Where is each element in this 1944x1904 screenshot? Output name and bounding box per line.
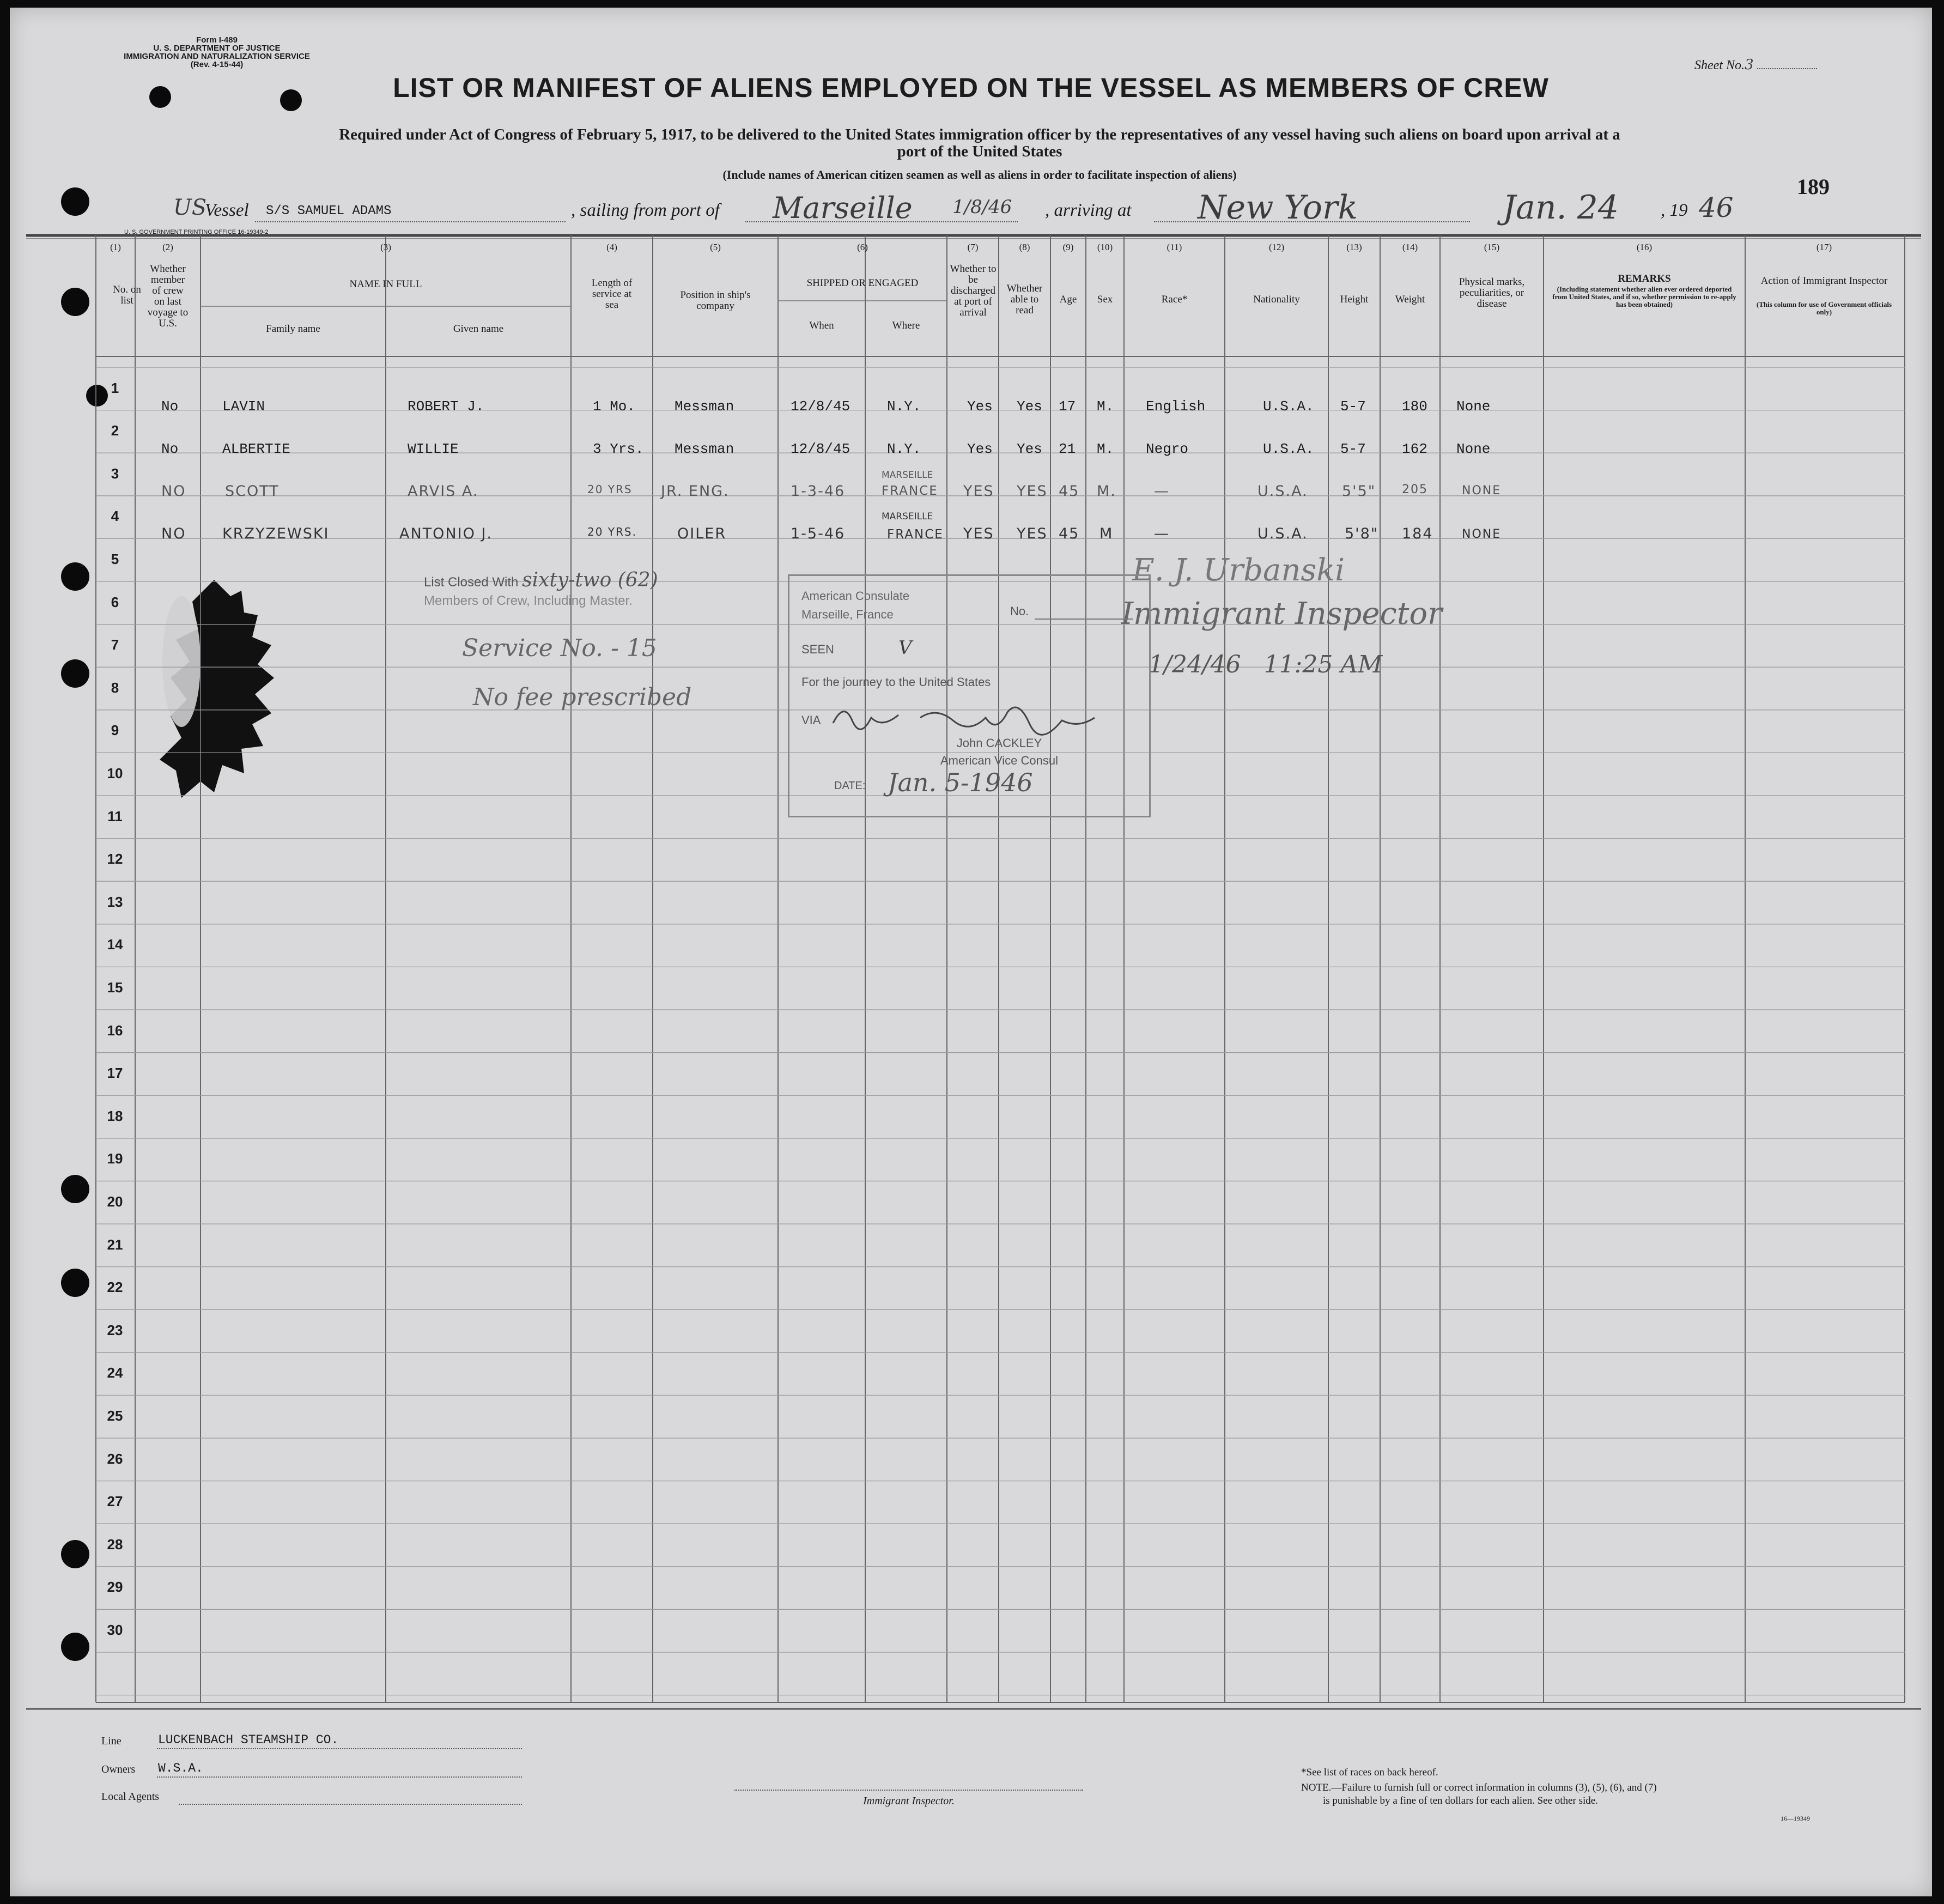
revision: (Rev. 4-15-44) [190, 60, 244, 69]
cell-marks: None [1456, 441, 1491, 457]
col-num-8: (8) [1019, 242, 1030, 252]
include-note: (Include names of American citizen seamen as well as aliens in order to facilitate inspection of aliens) [722, 168, 1237, 181]
arrival-date: Jan. 24 [1503, 189, 1619, 227]
col-header-read: Whether able to read [1006, 283, 1043, 316]
cell-age: 45 [1059, 483, 1080, 500]
cell-read: Yes [1017, 398, 1042, 415]
sheet-label: Sheet No. [1694, 58, 1745, 72]
cell-read: Yes [1017, 441, 1042, 457]
cell-weight: 180 [1402, 398, 1427, 415]
row-number: 21 [107, 1236, 123, 1253]
consul-title: American Vice Consul [940, 754, 1059, 767]
row-number: 15 [107, 979, 123, 996]
consulate-stamp [788, 574, 1151, 817]
vessel-name: S/S SAMUEL ADAMS [266, 204, 392, 219]
row-number: 19 [107, 1150, 123, 1167]
cell-race: English [1146, 398, 1206, 415]
sailing-label: , sailing from port of [571, 201, 720, 220]
footer-form-code: 16—19349 [1781, 1815, 1810, 1822]
stamp-seen-label: SEEN [801, 642, 834, 656]
col-note-inspector: (This column for use of Government officials only) [1756, 300, 1892, 316]
col-num-17: (17) [1816, 242, 1832, 252]
cell-position: JR. ENG. [661, 483, 730, 500]
row-number: 30 [107, 1622, 123, 1638]
cell-race: — [1154, 483, 1170, 500]
row-number: 1 [111, 379, 119, 396]
cell-prior: No [161, 398, 179, 415]
printing-office: U. S. GOVERNMENT PRINTING OFFICE 16-19349-2 [124, 229, 269, 235]
cell-height: 5-7 [1340, 398, 1366, 415]
col-note-remarks: (Including statement whether alien ever ordered deported from United States, and if so, whether permission to re-apply has been obtained) [1552, 285, 1736, 308]
cell-sex: M. [1097, 483, 1116, 500]
form-number: Form I-489 [196, 35, 238, 45]
col-num-12: (12) [1268, 242, 1285, 252]
row-number: 14 [107, 936, 123, 953]
cell-discharged: Yes [967, 441, 993, 457]
cell-when: 1-5-46 [791, 525, 846, 542]
row-number: 24 [107, 1365, 123, 1381]
col-num-16: (16) [1636, 242, 1653, 252]
col-header-weight: Weight [1395, 294, 1425, 305]
cell-height: 5'5" [1342, 483, 1376, 500]
footer-note-2: is punishable by a fine of ten dollars for each alien. See other side. [1323, 1795, 1598, 1806]
cell-marks: None [1456, 398, 1491, 415]
cell-prior: NO [161, 483, 186, 500]
row-number: 20 [107, 1193, 123, 1210]
col-header-position: Position in ship's company [680, 289, 751, 312]
inspector-title: Immigrant Inspector [1121, 596, 1442, 632]
cell-nationality: U.S.A. [1263, 441, 1314, 457]
cell-sex: M [1099, 525, 1114, 542]
row-number: 11 [107, 808, 123, 824]
cell-position: OILER [677, 525, 727, 542]
cell-given: ANTONIO J. [399, 525, 493, 542]
col-header-height: Height [1340, 294, 1369, 305]
row-number: 18 [107, 1107, 123, 1124]
row-number: 7 [111, 636, 119, 653]
cell-nationality: U.S.A. [1263, 398, 1314, 415]
row-number: 2 [111, 422, 119, 439]
col-header-shipped: SHIPPED OR ENGAGED [806, 277, 919, 289]
cell-service: 3 Yrs. [593, 441, 644, 457]
year-prefix: , 19 [1661, 201, 1688, 220]
year-value: 46 [1699, 192, 1734, 223]
cell-discharged: YES [963, 525, 994, 542]
cell-age: 17 [1059, 398, 1076, 415]
footer-note-1: NOTE.—Failure to furnish full or correct information in columns (3), (5), (6), and (7) [1301, 1782, 1657, 1793]
footer-race-note: *See list of races on back hereof. [1301, 1767, 1438, 1778]
cell-family: KRZYZEWSKI [222, 525, 330, 542]
row-number: 8 [111, 679, 119, 696]
vessel-label: Vessel [205, 201, 249, 220]
col-num-2: (2) [162, 242, 173, 252]
cell-where-city: MARSEILLE [882, 511, 933, 522]
sheet-value: 3 [1744, 57, 1754, 73]
cell-position: Messman [675, 398, 734, 415]
cell-read: YES [1017, 525, 1048, 542]
row-number: 16 [107, 1022, 123, 1039]
row-number: 10 [107, 765, 123, 781]
row-number: 12 [107, 851, 123, 868]
row-number: 26 [107, 1450, 123, 1467]
cell-sex: M. [1097, 441, 1114, 457]
col-header-remarks: REMARKS [1618, 273, 1671, 284]
stamp-journey: For the journey to the United States [801, 675, 991, 689]
cell-family: LAVIN [222, 398, 265, 415]
consul-signature [828, 696, 1100, 739]
col-header-physical-marks: Physical marks, peculiarities, or disease [1459, 276, 1525, 310]
row-number: 4 [111, 508, 119, 525]
cell-family: SCOTT [225, 483, 280, 500]
cell-read: YES [1017, 483, 1048, 500]
from-date: 1/8/46 [952, 196, 1012, 218]
cell-nationality: U.S.A. [1257, 483, 1308, 500]
cell-given: ARVIS A. [408, 483, 479, 500]
page-title: LIST OR MANIFEST OF ALIENS EMPLOYED ON THE VESSEL AS MEMBERS OF CREW [393, 72, 1549, 103]
col-header-no: No. on list [113, 284, 141, 306]
cell-service: 20 YRS [587, 483, 633, 496]
footer-owners-value: W.S.A. [158, 1761, 203, 1775]
cell-sex: M. [1097, 398, 1114, 415]
col-num-14: (14) [1402, 242, 1418, 252]
col-header-nationality: Nationality [1253, 294, 1300, 305]
col-header-race: Race* [1161, 294, 1188, 305]
row-number: 29 [107, 1579, 123, 1596]
stamp-seen-mark: V [898, 637, 912, 659]
cell-where: FRANCE [887, 527, 944, 542]
col-header-service-length: Length of service at sea [591, 277, 633, 311]
cell-service: 1 Mo. [593, 398, 636, 415]
cell-nationality: U.S.A. [1257, 525, 1308, 542]
inspector-signature: E. J. Urbanski [1132, 553, 1345, 588]
requirement-line-1: Required under Act of Congress of February 5, 1917, to be delivered to the United States immigration officer by the representatives of any vessel having such aliens on board upon arrival at a [339, 126, 1620, 143]
cell-service: 20 YRS. [587, 525, 637, 538]
row-number: 28 [107, 1536, 123, 1553]
col-header-where: Where [892, 320, 920, 331]
row-number: 13 [107, 893, 123, 910]
cell-prior: No [161, 441, 179, 457]
col-num-13: (13) [1346, 242, 1362, 252]
col-header-prior-voyage: Whether member of crew on last voyage to U.S. [147, 263, 189, 329]
cell-marks: NONE [1462, 527, 1502, 541]
cell-given: ROBERT J. [408, 398, 484, 415]
inspection-time: 1/24/46 11:25 AM [1149, 651, 1383, 678]
col-header-age: Age [1059, 294, 1077, 305]
consulate-name: American Consulate [801, 589, 910, 603]
col-header-when: When [809, 320, 834, 331]
col-header-sex: Sex [1097, 294, 1113, 305]
cell-discharged: YES [963, 483, 994, 500]
service: IMMIGRATION AND NATURALIZATION SERVICE [124, 52, 310, 61]
arriving-label: , arriving at [1045, 201, 1132, 220]
footer-agents-label: Local Agents [101, 1791, 160, 1803]
list-closed-members: Members of Crew, Including Master. [424, 593, 633, 608]
cell-age: 21 [1059, 441, 1076, 457]
col-header-inspector-action: Action of Immigrant Inspector [1760, 275, 1888, 287]
list-closed-stamp [424, 569, 658, 609]
col-num-1: (1) [110, 242, 121, 252]
col-num-7: (7) [967, 242, 979, 252]
cell-marks: NONE [1462, 484, 1502, 498]
cell-prior: NO [161, 525, 186, 542]
cell-weight: 205 [1402, 483, 1428, 496]
cell-weight: 184 [1402, 525, 1433, 542]
cell-when: 1-3-46 [791, 483, 846, 500]
list-closed-count: sixty-two (62) [522, 569, 658, 591]
col-header-family-name: Family name [266, 323, 320, 335]
col-header-given-name: Given name [453, 323, 504, 335]
service-number-note: Service No. - 15 [462, 634, 657, 662]
col-num-9: (9) [1062, 242, 1074, 252]
row-number: 6 [111, 593, 119, 610]
footer-line-label: Line [101, 1735, 122, 1747]
vessel-prefix: US [173, 195, 207, 220]
manifest-sheet [10, 8, 1932, 1896]
cell-race: Negro [1146, 441, 1189, 457]
cell-where: FRANCE [882, 484, 938, 498]
row-number: 3 [111, 465, 119, 482]
footer-inspector-label: Immigrant Inspector. [863, 1795, 955, 1807]
col-num-6: (6) [857, 242, 868, 252]
col-num-10: (10) [1097, 242, 1113, 252]
cell-where-city: MARSEILLE [882, 470, 933, 481]
cell-weight: 162 [1402, 441, 1427, 457]
list-closed-text: List Closed With [424, 575, 519, 590]
to-port: New York [1198, 189, 1358, 227]
row-number: 22 [107, 1279, 123, 1296]
row-number: 17 [107, 1065, 123, 1082]
cell-age: 45 [1059, 525, 1080, 542]
consul-name: John CACKLEY [956, 736, 1042, 750]
stamp-date: Jan. 5-1946 [888, 768, 1033, 797]
page-number: 189 [1797, 174, 1830, 199]
col-num-15: (15) [1484, 242, 1500, 252]
from-port: Marseille [773, 191, 913, 225]
col-num-5: (5) [710, 242, 721, 252]
cell-race: — [1154, 525, 1170, 542]
cell-discharged: Yes [967, 398, 993, 415]
cell-family: ALBERTIE [222, 441, 290, 457]
requirement-line-2: port of the United States [897, 143, 1062, 160]
cell-when: 12/8/45 [791, 441, 850, 457]
col-header-name: NAME IN FULL [349, 278, 422, 290]
cell-position: Messman [675, 441, 734, 457]
cell-height: 5-7 [1340, 441, 1366, 457]
row-number: 5 [111, 551, 119, 567]
cell-given: WILLIE [408, 441, 459, 457]
no-fee-note: No fee prescribed [473, 683, 692, 711]
cell-where: N.Y. [887, 441, 921, 457]
row-number: 23 [107, 1321, 123, 1338]
stamp-no-label: No. [1010, 604, 1029, 618]
col-num-4: (4) [606, 242, 617, 252]
stamp-via: VIA [801, 713, 821, 727]
cell-where: N.Y. [887, 398, 921, 415]
stamp-date-label: DATE: [834, 780, 866, 792]
col-num-3: (3) [380, 242, 391, 252]
consulate-city: Marseille, France [801, 608, 894, 621]
cell-height: 5'8" [1345, 525, 1379, 542]
row-number: 27 [107, 1493, 123, 1510]
row-number: 9 [111, 722, 119, 739]
col-header-discharged: Whether to be discharged at port of arrival [950, 263, 997, 318]
col-num-11: (11) [1167, 242, 1182, 252]
cell-when: 12/8/45 [791, 398, 850, 415]
department: U. S. DEPARTMENT OF JUSTICE [153, 44, 281, 53]
footer-line-value: LUCKENBACH STEAMSHIP CO. [158, 1733, 339, 1747]
row-number: 25 [107, 1408, 123, 1424]
footer-owners-label: Owners [101, 1763, 136, 1775]
